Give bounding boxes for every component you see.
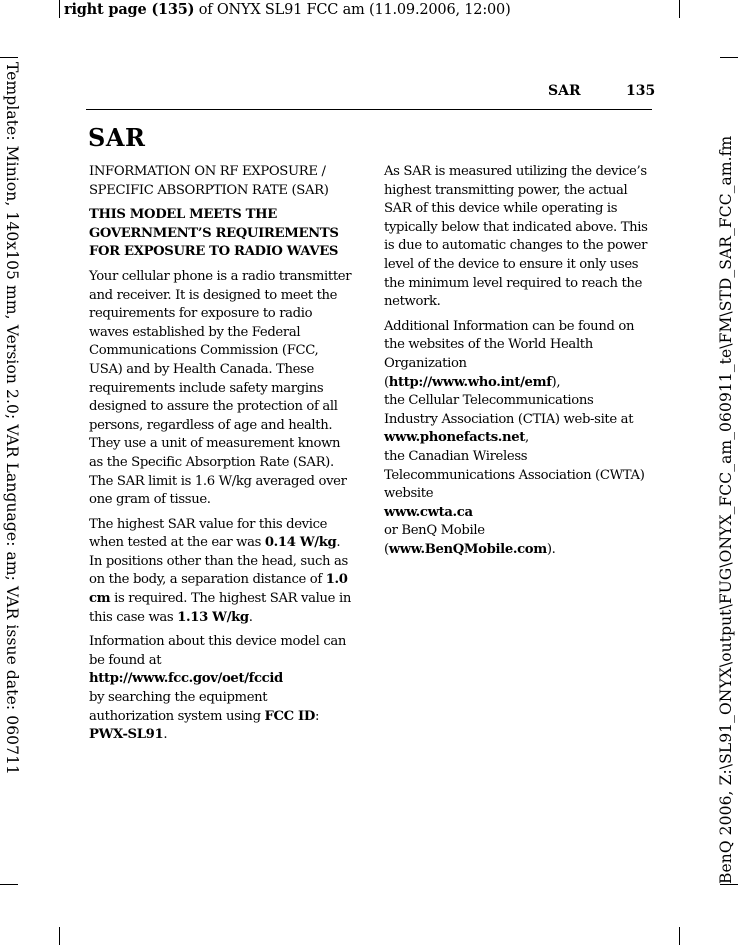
running-header-title: SAR	[548, 83, 581, 99]
text-span: (	[384, 374, 389, 390]
fcc-link[interactable]: http://www.fcc.gov/oet/fccid	[89, 671, 283, 687]
sar-ear-value: 0.14 W/kg	[264, 535, 337, 551]
benq-text: or BenQ Mobile	[384, 523, 485, 539]
file-path-vertical	[717, 136, 735, 884]
measurement-paragraph: As SAR is measured utilizing the device’s highest transmitting power, the actual SAR of this device while operating is typically below that indicated above. This is due to automatic changes to the power level of the device to ensure it only uses the minimum level required to reach the network.	[384, 164, 648, 310]
print-header-page: right page (135)	[64, 1, 195, 18]
right-column	[384, 163, 650, 565]
crop-mark	[0, 57, 18, 58]
page-number: 135	[626, 83, 656, 99]
text-span: ).	[546, 541, 556, 557]
text-span: ,	[525, 430, 529, 446]
fcc-id-value: PWX-SL91	[89, 727, 164, 743]
intro-paragraph: INFORMATION ON RF EXPOSURE / SPECIFIC ABSORPTION RATE (SAR)	[89, 164, 329, 198]
crop-mark	[679, 927, 680, 945]
benq-link[interactable]: www.BenQMobile.com	[388, 541, 547, 557]
text-span: Information about this device model can be found at	[89, 634, 347, 668]
fcc-info-paragraph	[89, 633, 355, 745]
separation-distance: 1.0 cm	[89, 572, 348, 607]
left-column	[89, 163, 355, 751]
text-span: (	[384, 541, 389, 557]
crop-mark	[720, 884, 738, 885]
text-span: . In positions other than the head, such as on the body, a separation distance of	[89, 535, 348, 588]
text-span: is required. The highest SAR value in this case was	[89, 591, 351, 625]
crop-mark	[0, 884, 18, 885]
cwta-link[interactable]: www.cwta.ca	[384, 504, 473, 520]
fcc-id-label: FCC ID	[264, 708, 315, 724]
text-span: :	[314, 708, 320, 724]
compliance-notice-text: THIS MODEL MEETS THE GOVERNMENT’S REQUIREMENTS FOR EXPOSURE TO RADIO WAVES	[89, 207, 339, 260]
sar-values-paragraph	[89, 516, 355, 628]
text-span: .	[248, 609, 253, 625]
additional-info-intro: Additional Information can be found on the websites of the World Health Organization	[384, 318, 635, 371]
ctia-text: the Cellular Telecommunications Industry Association (CTIA) web-site at	[384, 393, 634, 427]
radio-transmitter-paragraph: Your cellular phone is a radio transmitter and receiver. It is designed to meet the requirements for exposure to radio waves established by the Federal Communications Commission (FCC, USA) and by Health Canada. These requirements include safety margins designed to assure the protection of all persons, regardless of age and health. They use a unit of measurement known as the Specific Absorption Rate (SAR). The SAR limit is 1.6 W/kg averaged over one gram of tissue.	[89, 268, 352, 508]
cwta-text: the Canadian Wireless Telecommunications Association (CWTA) website	[384, 448, 645, 502]
template-info-text: Template: Minion, 140x105 mm, Version 2.0; VAR Language: am; VAR issue date: 060711	[3, 62, 21, 775]
file-path-text: BenQ 2006, Z:\SL91_ONYX\output\FUG\ONYX_FCC_am_060911_te\FM\STD_SAR_FCC_am.fm	[717, 135, 735, 884]
page-title: SAR	[88, 123, 146, 152]
sar-body-value: 1.13 W/kg	[177, 609, 249, 625]
ctia-link[interactable]: www.phonefacts.net	[384, 430, 526, 446]
text-span: .	[163, 727, 168, 743]
crop-mark	[59, 927, 60, 945]
template-info-vertical	[3, 62, 21, 775]
text-span: ),	[551, 374, 561, 390]
additional-info-paragraph	[384, 318, 650, 560]
print-header	[64, 1, 511, 18]
running-header	[86, 83, 656, 110]
who-link[interactable]: http://www.who.int/emf	[388, 374, 552, 390]
crop-mark	[59, 0, 60, 18]
text-span: by searching the equipment authorization system using	[89, 690, 268, 724]
text-span: The highest SAR value for this device when tested at the ear was	[89, 516, 328, 551]
print-header-rest: of ONYX SL91 FCC am (11.09.2006, 12:00)	[194, 2, 511, 18]
crop-mark	[679, 0, 680, 18]
crop-mark	[720, 57, 738, 58]
compliance-notice	[89, 206, 355, 262]
